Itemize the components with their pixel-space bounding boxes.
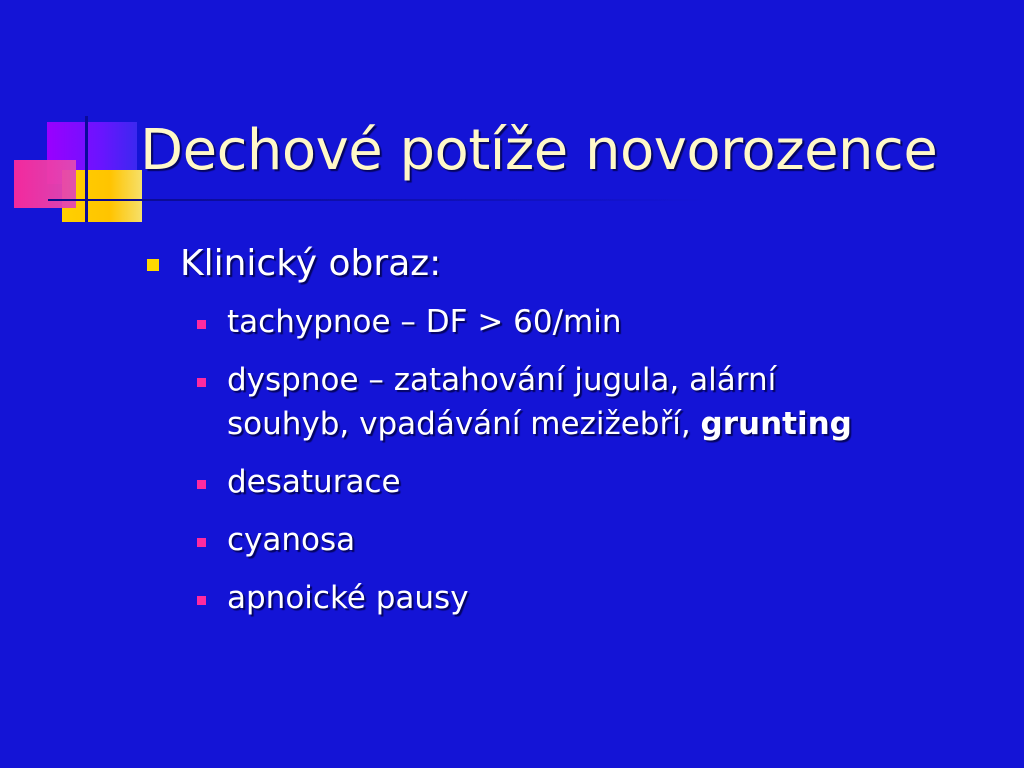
sub-bullet-list <box>197 300 852 634</box>
list-item <box>197 576 852 620</box>
square-bullet-icon <box>147 259 159 271</box>
list-item-line <box>227 402 852 446</box>
list-item-line-text: souhyb, vpadávání mezižebří, <box>227 406 701 442</box>
list-item <box>197 300 852 344</box>
square-bullet-icon <box>197 596 206 605</box>
square-bullet-icon <box>197 538 206 547</box>
list-item <box>197 358 852 446</box>
bullet-item-level1 <box>147 240 441 288</box>
bullet-text: Klinický obraz: <box>180 243 442 284</box>
square-bullet-icon <box>197 480 206 489</box>
list-item-text: cyanosa <box>227 522 356 558</box>
slide-title: Dechové potíže novorozence <box>140 118 938 183</box>
list-item <box>197 460 852 504</box>
logo-vertical-line <box>85 116 88 222</box>
square-bullet-icon <box>197 378 206 387</box>
list-item-text: apnoické pausy <box>227 580 469 616</box>
list-item-text <box>227 358 852 446</box>
title-underline <box>48 199 708 201</box>
list-item-text: tachypnoe – DF > 60/min <box>227 304 622 340</box>
list-item-line: dyspnoe – zatahování jugula, alární <box>227 362 777 398</box>
list-item <box>197 518 852 562</box>
list-item-text: desaturace <box>227 464 401 500</box>
square-bullet-icon <box>197 320 206 329</box>
emphasized-term: grunting <box>700 406 852 442</box>
